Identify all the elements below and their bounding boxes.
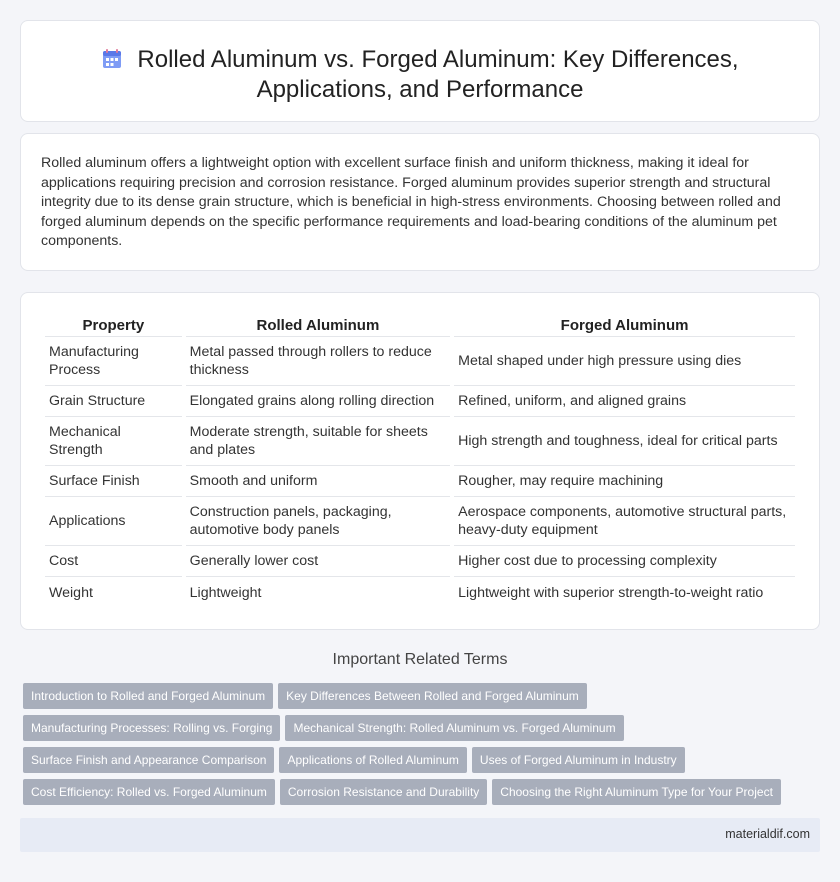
rolled-cell: Moderate strength, suitable for sheets and plates (186, 417, 450, 466)
related-terms-heading: Important Related Terms (332, 651, 508, 668)
related-term-tag[interactable]: Corrosion Resistance and Durability (280, 779, 487, 805)
forged-cell: High strength and toughness, ideal for critical parts (454, 417, 795, 466)
table-row (45, 577, 795, 608)
related-term-tag[interactable]: Surface Finish and Appearance Comparison (23, 747, 274, 773)
intro-card (20, 133, 820, 271)
header-rolled: Rolled Aluminum (186, 315, 450, 337)
table-row (45, 497, 795, 546)
forged-cell: Lightweight with superior strength-to-weight ratio (458, 584, 764, 601)
related-term-tag[interactable]: Cost Efficiency: Rolled vs. Forged Aluminum (23, 779, 275, 805)
related-term-tag[interactable]: Applications of Rolled Aluminum (279, 747, 466, 773)
tag-row (23, 747, 803, 773)
forged-cell: Rougher, may require machining (454, 466, 795, 497)
rolled-cell: Generally lower cost (186, 546, 450, 577)
table-row (45, 466, 795, 497)
related-term-tag[interactable]: Choosing the Right Aluminum Type for Your Project (492, 779, 781, 805)
title-line-1: Rolled Aluminum vs. Forged Aluminum: Key Differences, (137, 46, 739, 73)
rolled-cell: Construction panels, packaging, automotive body panels (186, 497, 450, 546)
forged-cell: Metal shaped under high pressure using dies (454, 337, 795, 386)
property-cell: Applications (45, 497, 182, 546)
table-header-row (45, 315, 795, 337)
property-cell: Grain Structure (45, 386, 182, 417)
rolled-cell: Elongated grains along rolling direction (186, 386, 450, 417)
related-term-tag[interactable]: Mechanical Strength: Rolled Aluminum vs. Forged Aluminum (285, 715, 623, 741)
tag-row (23, 683, 803, 709)
title-card (20, 20, 820, 122)
table-row (45, 386, 795, 417)
comparison-table (41, 315, 799, 608)
tag-row (23, 779, 803, 805)
property-cell: Surface Finish (45, 466, 182, 497)
comparison-card (20, 292, 820, 630)
property-cell: Cost (45, 546, 182, 577)
related-term-tag[interactable]: Uses of Forged Aluminum in Industry (472, 747, 685, 773)
property-cell: Mechanical Strength (45, 417, 182, 466)
calendar-icon (101, 48, 123, 70)
property-cell: Manufacturing Process (45, 337, 182, 386)
forged-cell: Aerospace components, automotive structural parts, heavy-duty equipment (454, 497, 795, 546)
footer-site-link[interactable]: materialdif.com (725, 827, 810, 841)
table-row (45, 417, 795, 466)
title-line-2: Applications, and Performance (256, 76, 584, 103)
tag-row (23, 715, 803, 741)
related-term-tag[interactable]: Manufacturing Processes: Rolling vs. Forging (23, 715, 280, 741)
rolled-cell: Metal passed through rollers to reduce thickness (186, 337, 450, 386)
table-row (45, 546, 795, 577)
rolled-cell: Smooth and uniform (186, 466, 450, 497)
footer-bar (20, 818, 820, 852)
property-cell: Weight (49, 584, 93, 601)
forged-cell: Refined, uniform, and aligned grains (454, 386, 795, 417)
related-term-tag[interactable]: Introduction to Rolled and Forged Aluminum (23, 683, 273, 709)
related-term-tag[interactable]: Key Differences Between Rolled and Forged Aluminum (278, 683, 587, 709)
table-row (45, 337, 795, 386)
forged-cell: Higher cost due to processing complexity (454, 546, 795, 577)
page-title (21, 45, 819, 105)
related-terms-list (23, 683, 803, 811)
rolled-cell: Lightweight (189, 584, 262, 601)
header-forged: Forged Aluminum (454, 315, 795, 337)
header-property: Property (45, 315, 182, 337)
intro-paragraph: Rolled aluminum offers a lightweight option with excellent surface finish and uniform thickness, making it ideal for applications requiring precision and corrosion resistance. Forged aluminum provides superior strength and structural integrity due to its dense grain structure, which is beneficial in high-stress environments. Choosing between rolled and forged aluminum depends on the specific performance requirements and load-bearing conditions of the aluminum pet components. (41, 155, 781, 249)
